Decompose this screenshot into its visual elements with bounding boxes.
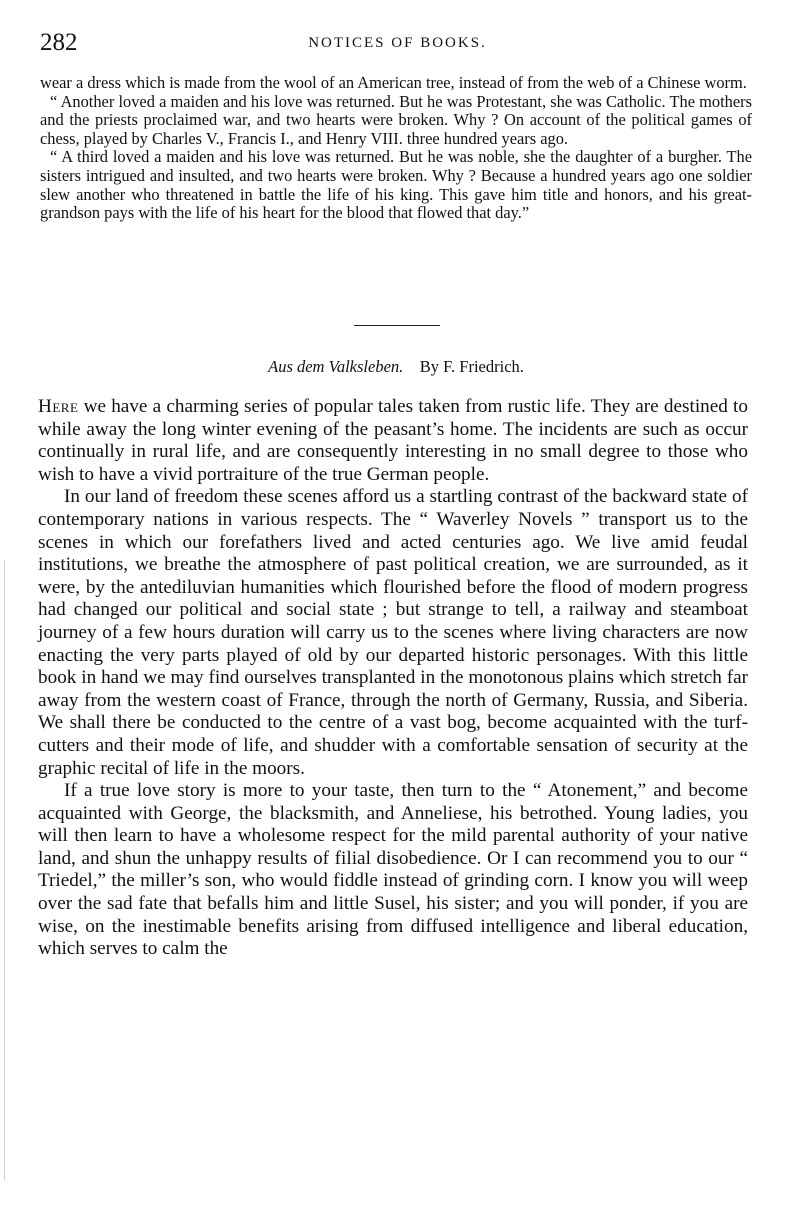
body-paragraph (38, 396, 748, 486)
paragraph-text: we have a charming series of popular tales taken from rustic life. They are destined to while away the long winter evening of the peasant’s home. The incidents are such as occur continually in rural life, and are consequently interesting in no small degree to those who wish to have a vivid portraiture of the true German people. (38, 396, 748, 485)
quote-paragraph: “ A third loved a maiden and his love was returned. But he was noble, she the daughter of a burgher. The sisters intrigued and insulted, and two hearts were broken. Why ? Because a hundred years ago one soldier slew another who threatened in battle the life of his king. This gave him title and honors, and his great-grandson pays with the life of his heart for the blood that flowed that day.” (40, 147, 752, 223)
quoted-passage (40, 74, 752, 223)
scan-margin-line (4, 560, 5, 1180)
review-body (38, 396, 748, 961)
quote-paragraph: wear a dress which is made from the wool of an American tree, instead of from the web of a Chinese worm. (40, 73, 747, 92)
quote-paragraph: “ Another loved a maiden and his love was returned. But he was Protestant, she was Catholic. The mothers and the priests proclaimed war, and two hearts were broken. Why ? On account of the political games of chess, played by Charles V., Francis I., and Henry VIII. three hundred years ago. (40, 91, 752, 148)
lead-word: Here (38, 396, 79, 417)
body-paragraph: If a true love story is more to your taste, then turn to the “ Atonement,” and become acquainted with George, the blacksmith, and Anneliese, his betrothed. Young ladies, you will then learn to have a wholesome respect for the mild parental authority of your native land, and shun the unhappy results of filial disobedience. Or I can recommend you to our “ Triedel,” the miller’s son, who would fiddle instead of grinding corn. I know you will weep over the sad fate that befalls him and little Susel, his sister; and you will ponder, if you are wise, on the inestimable benefits arising from diffused intelligence and liberal education, which serves to calm the (38, 780, 748, 960)
section-divider (354, 325, 440, 326)
body-paragraph: In our land of freedom these scenes afford us a startling contrast of the backward state of contemporary nations in various respects. The “ Waverley Novels ” transport us to the scenes in which our forefathers lived and acted centuries ago. We live amid feudal institutions, we breathe the atmosphere of past political creation, we are surrounded, as it were, by the antediluvian humanities which flourished before the flood of modern progress had changed our political and social state ; but strange to tell, a railway and steamboat journey of a few hours duration will carry us to the scenes where living characters are now enacting the very parts played of old by our departed historic personages. With this little book in hand we may find ourselves transplanted in the monotonous plains which stretch far away from the western coast of France, through the north of Germany, Russia, and Siberia. We shall there be conducted to the centre of a vast bog, become acquainted with the turf-cutters and their mode of life, and shudder with a comfortable sensation of security at the graphic recital of life in the moors. (38, 486, 748, 779)
book-title: Aus dem Valksleben. (268, 357, 404, 376)
review-heading (40, 356, 752, 378)
page-header (40, 28, 755, 58)
book-byline: By F. Friedrich. (419, 357, 524, 376)
separator-space (407, 357, 415, 376)
running-title: NOTICES OF BOOKS. (308, 35, 487, 51)
page-number: 282 (40, 29, 78, 56)
